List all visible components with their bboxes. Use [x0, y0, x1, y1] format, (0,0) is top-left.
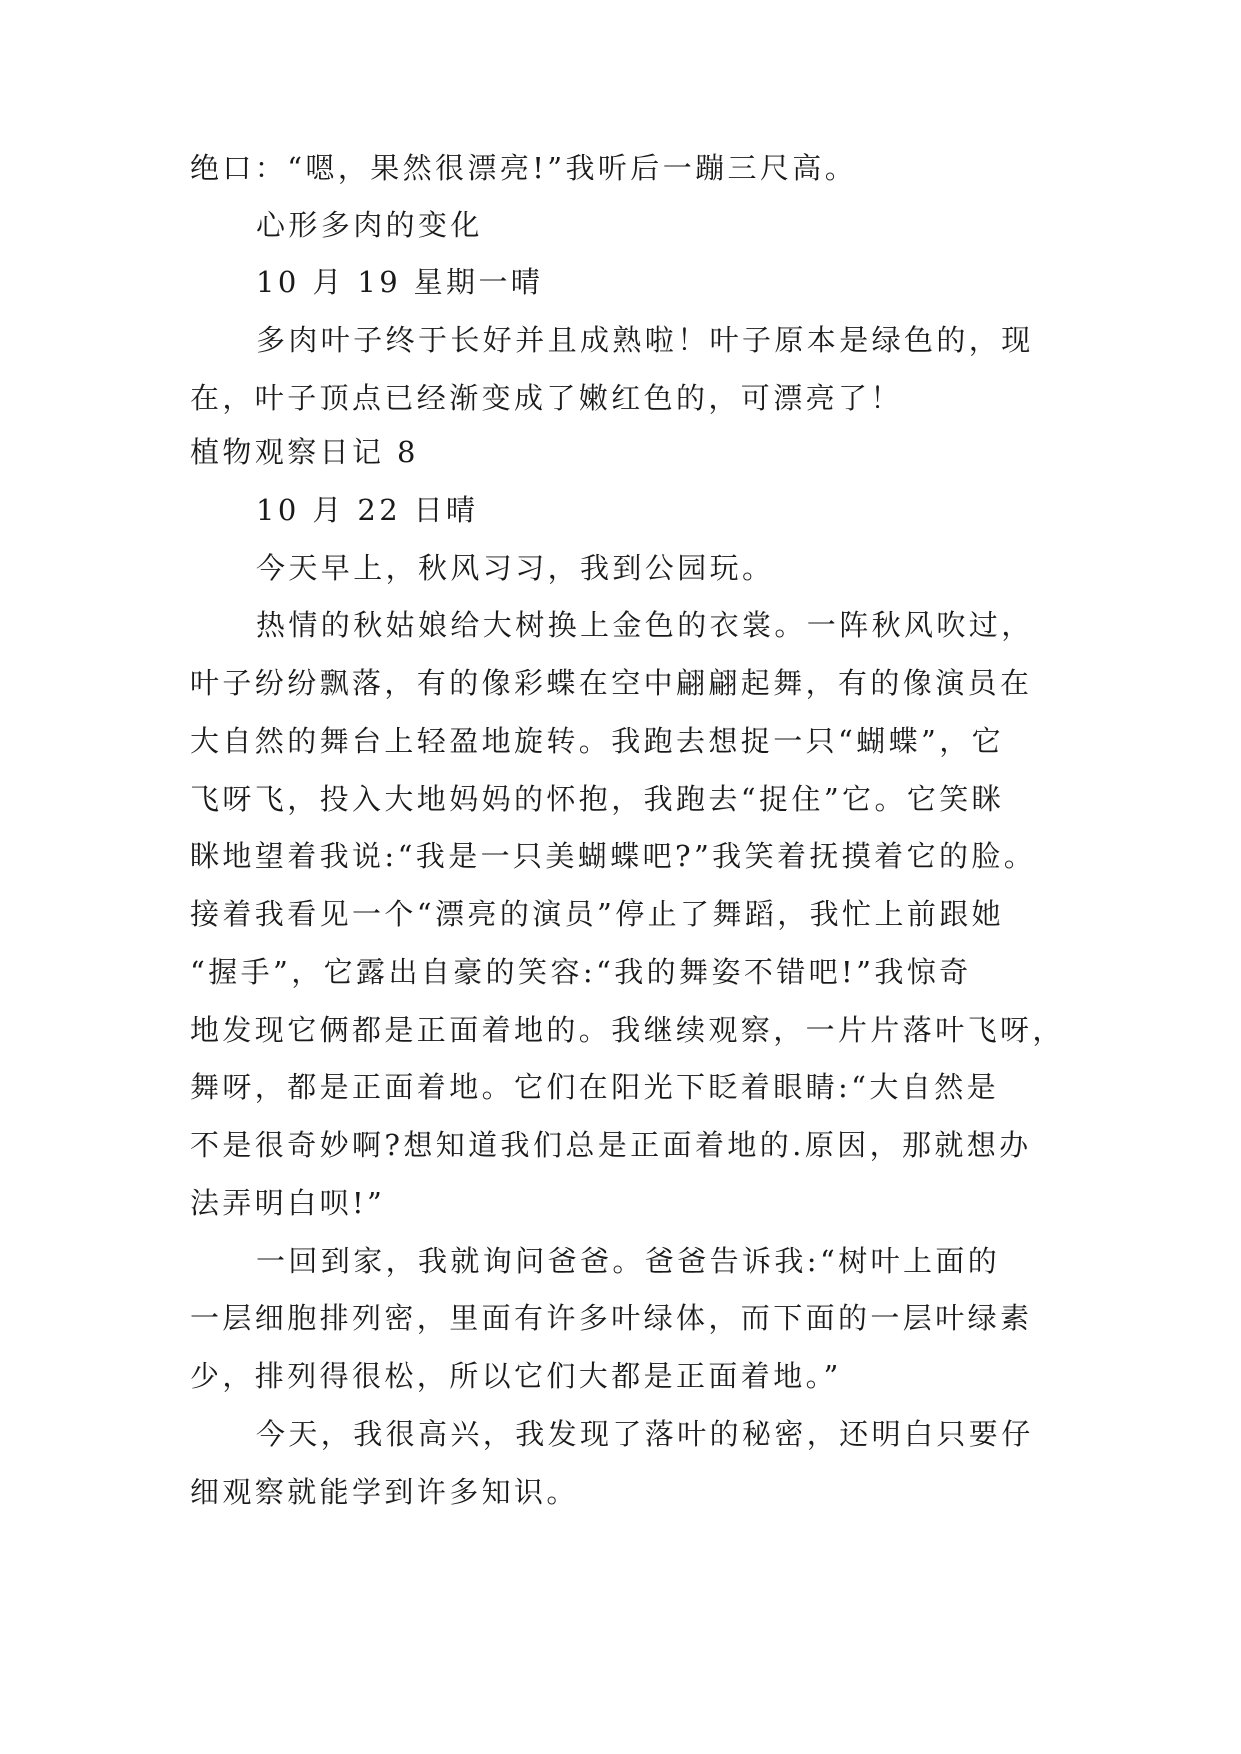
date-line: 10 月 19 星期一晴	[256, 265, 544, 299]
text-line: 少，排列得很松，所以它们大都是正面着地。”	[190, 1359, 842, 1393]
text-line: 一层细胞排列密，里面有许多叶绿体，而下面的一层叶绿素	[190, 1301, 1033, 1335]
text-line: 舞呀，都是正面着地。它们在阳光下眨着眼睛:“大自然是	[190, 1070, 999, 1104]
diary-heading: 植物观察日记 8	[190, 435, 419, 469]
text-line: 叶子纷纷飘落，有的像彩蝶在空中翩翩起舞，有的像演员在	[190, 666, 1033, 700]
text-line: 今天，我很高兴，我发现了落叶的秘密，还明白只要仔	[256, 1417, 1034, 1451]
text-line: 多肉叶子终于长好并且成熟啦！叶子原本是绿色的，现	[256, 323, 1034, 357]
text-line: 热情的秋姑娘给大树换上金色的衣裳。一阵秋风吹过，	[256, 608, 1034, 642]
section-title: 心形多肉的变化	[256, 208, 483, 242]
text-line: 飞呀飞，投入大地妈妈的怀抱，我跑去“捉住”它。它笑眯	[190, 782, 1005, 816]
text-line: 细观察就能学到许多知识。	[190, 1475, 579, 1509]
text-line: 法弄明白呗!”	[190, 1186, 386, 1220]
text-line: 大自然的舞台上轻盈地旋转。我跑去想捉一只“蝴蝶”，它	[190, 724, 1005, 758]
text-line: 在，叶子顶点已经渐变成了嫩红色的，可漂亮了！	[190, 381, 903, 415]
text-line: 今天早上，秋风习习，我到公园玩。	[256, 551, 775, 585]
text-line: 地发现它俩都是正面着地的。我继续观察，一片片落叶飞呀，	[190, 1013, 1065, 1047]
date-line: 10 月 22 日晴	[256, 493, 479, 527]
text-line: 眯地望着我说:“我是一只美蝴蝶吧?”我笑着抚摸着它的脸。	[190, 839, 1037, 873]
text-line: 绝口：“嗯，果然很漂亮!”我听后一蹦三尺高。	[190, 151, 858, 185]
text-line: “握手”，它露出自豪的笑容:“我的舞姿不错吧!”我惊奇	[190, 955, 972, 989]
text-line: 不是很奇妙啊?想知道我们总是正面着地的.原因，那就想办	[190, 1128, 1032, 1162]
text-line: 一回到家，我就询问爸爸。爸爸告诉我:“树叶上面的	[256, 1244, 1001, 1278]
text-line: 接着我看见一个“漂亮的演员”停止了舞蹈，我忙上前跟她	[190, 897, 1005, 931]
